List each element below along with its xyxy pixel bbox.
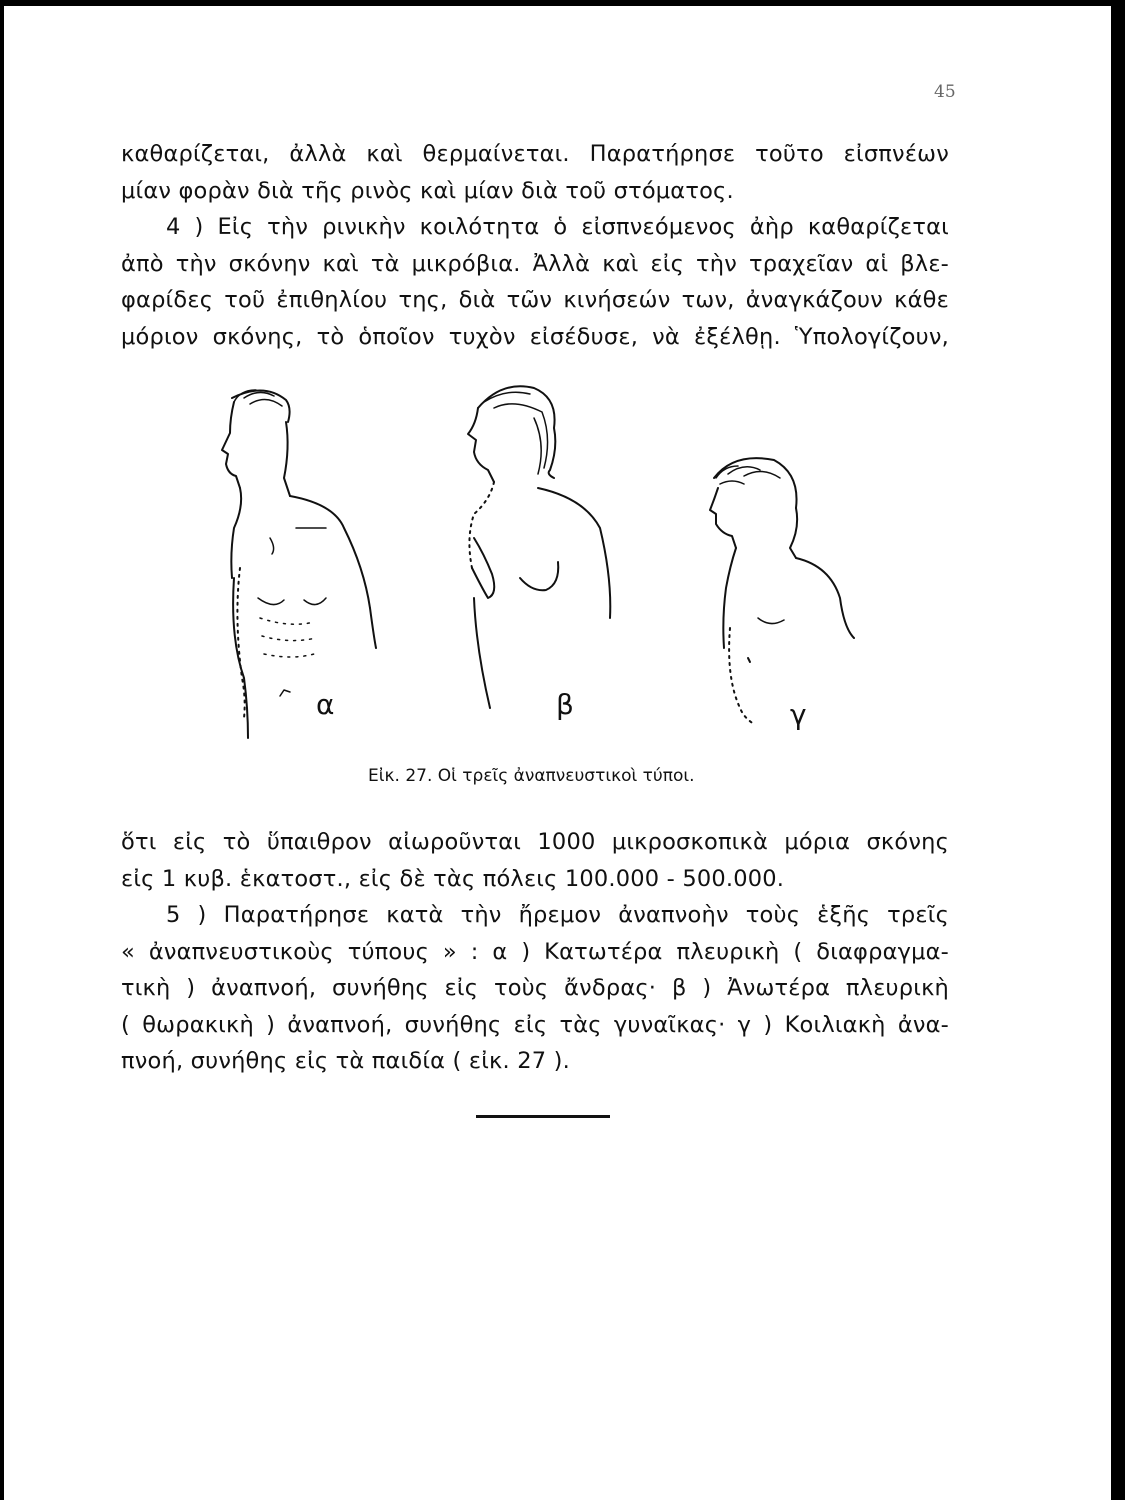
text-line: ( θωρακικὴ ) ἀναπνοή, συνήθης εἰς τὰς γυναῖκας· γ ) Κοιλιακὴ ἀνα- xyxy=(121,1011,949,1038)
text-line: 4 ) Εἰς τὴν ρινικὴν κοιλότητα ὁ εἰσπνεόμενος ἀὴρ καθαρίζεται xyxy=(166,214,949,240)
text-line: μίαν φορὰν διὰ τῆς ρινὸς καὶ μίαν διὰ τοῦ στόματος. xyxy=(121,177,734,204)
label-a: α xyxy=(316,688,335,721)
text-line: « ἀναπνευστικοὺς τύπους » : α ) Κατωτέρα πλευρικὴ ( διαφραγμα- xyxy=(121,938,949,965)
text-line: ὅτι εἰς τὸ ὕπαιθρον αἰωροῦνται 1000 μικροσκοπικὰ μόρια σκόνης xyxy=(121,829,949,855)
paragraph-bottom xyxy=(121,824,949,1080)
text-line: ἀπὸ τὴν σκόνην καὶ τὰ μικρόβια. Ἀλλὰ καὶ εἰς τὴν τραχεῖαν αἱ βλε- xyxy=(121,250,949,277)
label-c: γ xyxy=(790,698,807,731)
figure-man xyxy=(222,390,376,738)
page-number: 45 xyxy=(934,82,956,102)
text-line: καθαρίζεται, ἀλλὰ καὶ θερμαίνεται. Παρατήρησε τοῦτο εἰσπνέων xyxy=(121,141,949,167)
label-b: β xyxy=(556,688,574,721)
figure-drawing xyxy=(204,378,864,748)
figure-child xyxy=(710,458,854,724)
figure-caption: Εἰκ. 27. Οἱ τρεῖς ἀναπνευστικοὶ τύποι. xyxy=(368,766,695,786)
text-line: τικὴ ) ἀναπνοή, συνήθης εἰς τοὺς ἄνδρας· β ) Ἀνωτέρα πλευρικὴ xyxy=(121,975,949,1001)
text-line: μόριον σκόνης, τὸ ὁποῖον τυχὸν εἰσέδυσε, νὰ ἐξέλθῃ. Ὑπολογίζουν, xyxy=(121,323,949,350)
book-page xyxy=(4,6,1111,1500)
text-line: πνοή, συνήθης εἰς τὰ παιδία ( εἰκ. 27 ). xyxy=(121,1048,570,1074)
text-line: φαρίδες τοῦ ἐπιθηλίου της, διὰ τῶν κινήσεών των, ἀναγκάζουν κάθε xyxy=(121,287,949,313)
text-line: εἰς 1 κυβ. ἑκατοστ., εἰς δὲ τὰς πόλεις 100.000 - 500.000. xyxy=(121,865,785,892)
end-rule xyxy=(476,1115,610,1118)
figure-woman xyxy=(468,386,610,708)
breathing-types-figure xyxy=(204,378,864,748)
text-line: 5 ) Παρατήρησε κατὰ τὴν ἤρεμον ἀναπνοὴν τοὺς ἑξῆς τρεῖς xyxy=(166,902,949,928)
paragraph-top xyxy=(121,136,949,355)
